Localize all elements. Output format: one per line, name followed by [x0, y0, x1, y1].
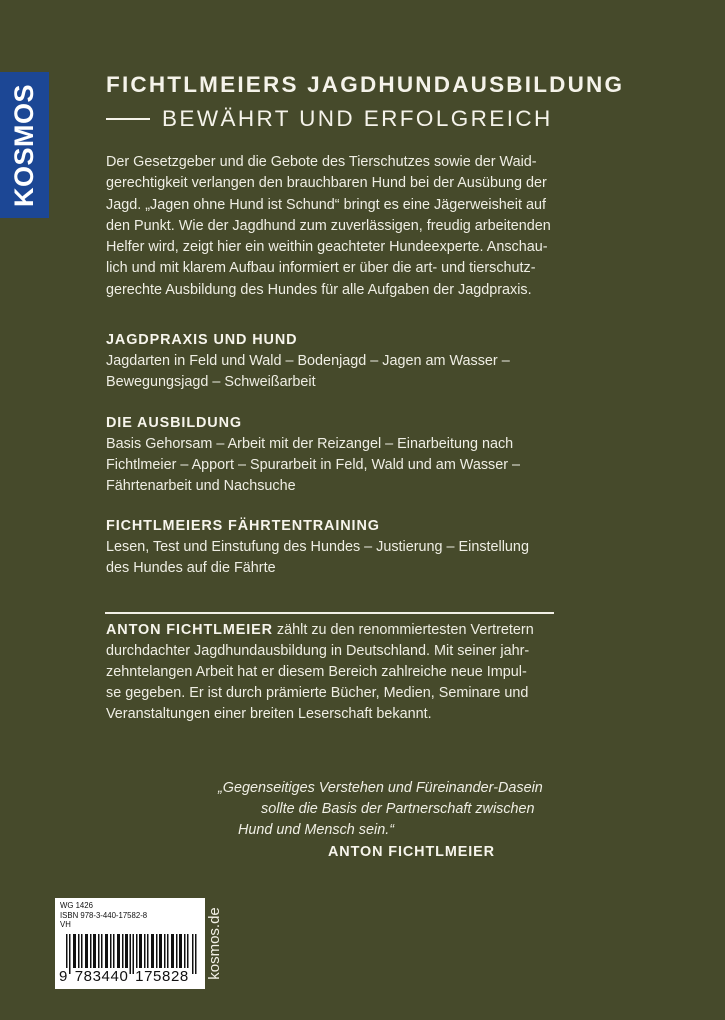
vh-code: VH [60, 920, 71, 930]
intro-line: gerechte Ausbildung des Hundes für alle Aufgaben der Jagdpraxis. [106, 281, 532, 298]
quote-line: Hund und Mensch sein.“ [238, 822, 394, 838]
section-line: Basis Gehorsam – Arbeit mit der Reizangel – Einarbeitung nach [106, 436, 514, 452]
book-title [106, 70, 626, 134]
author-bio-line [106, 620, 626, 641]
quote-attribution: ANTON FICHTLMEIER [328, 844, 495, 860]
quote-line: sollte die Basis der Partnerschaft zwischen [261, 801, 535, 817]
title-line-2: BEWÄHRT UND ERFOLGREICH [162, 106, 553, 131]
isbn-number: ISBN 978-3-440-17582-8 [60, 910, 148, 920]
section-heading: JAGDPRAXIS UND HUND [106, 332, 298, 348]
section-faehrtentraining [106, 516, 626, 579]
intro-line: Helfer wird, zeigt hier ein weithin geachteter Hundeexperte. Anschau- [106, 239, 548, 256]
section-line: Bewegungsjagd – Schweißarbeit [106, 374, 316, 390]
author-quote [215, 778, 565, 863]
section-heading: DIE AUSBILDUNG [106, 415, 242, 431]
section-line: Jagdarten in Feld und Wald – Bodenjagd – Jagen am Wasser – [106, 353, 510, 369]
section-jagdpraxis [106, 330, 626, 393]
author-bio-line: se gegeben. Er ist durch prämierte Bücher, Medien, Seminare und [106, 685, 529, 701]
author-bio-line: zehntelangen Arbeit hat er diesem Bereich zahlreiche neue Impul- [106, 664, 527, 680]
barcode-meta [60, 901, 147, 930]
section-ausbildung [106, 413, 626, 497]
isbn-barcode [55, 898, 205, 989]
divider-rule [105, 612, 554, 614]
wg-number: WG 1426 [60, 901, 93, 910]
intro-line: Der Gesetzgeber und die Gebote des Tierschutzes sowie der Waid- [106, 154, 537, 170]
title-line-2-row [106, 104, 626, 134]
website [206, 898, 222, 989]
intro-paragraph [106, 152, 626, 301]
publisher-logo-text: KOSMOS [9, 83, 40, 207]
section-line: Fährtenarbeit und Nachsuche [106, 478, 296, 494]
intro-line: lich und mit klarem Aufbau informiert er über die art- und tierschutz- [106, 260, 536, 277]
section-heading: FICHTLMEIERS FÄHRTENTRAINING [106, 518, 380, 534]
title-line-1: FICHTLMEIERS JAGDHUNDAUSBILDUNG [106, 72, 625, 97]
quote-line: „Gegenseitiges Verstehen und Füreinander-Dasein [218, 780, 543, 796]
barcode-digits-group-2: 175828 [135, 968, 189, 985]
dash-rule [106, 118, 150, 120]
section-line: des Hundes auf die Fährte [106, 560, 276, 576]
section-line: Lesen, Test und Einstufung des Hundes – Justierung – Einstellung [106, 539, 529, 555]
intro-line: den Punkt. Wie der Jagdhund zum zuverlässigen, freudig arbeitenden [106, 217, 551, 234]
publisher-logo-tab [0, 72, 49, 218]
author-bio [106, 620, 626, 725]
author-bio-line: durchdachter Jagdhundausbildung in Deutschland. Mit seiner jahr- [106, 643, 530, 659]
section-line: Fichtlmeier – Apport – Spurarbeit in Feld, Wald und am Wasser – [106, 457, 521, 473]
barcode-digit-first: 9 [59, 968, 68, 985]
author-bio-line: Veranstaltungen einer breiten Leserschaft bekannt. [106, 706, 432, 722]
website-text: kosmos.de [205, 907, 223, 980]
intro-line: Jagd. „Jagen ohne Hund ist Schund“ bringt es eine Jägerweisheit auf [106, 196, 546, 213]
barcode-digits [58, 969, 190, 985]
barcode-digits-group-1: 783440 [74, 968, 129, 985]
author-bio-first-line: zählt zu den renommiertesten Vertretern [272, 622, 534, 638]
author-name: ANTON FICHTLMEIER [106, 622, 273, 638]
intro-line: gerechtigkeit verlangen den brauchbaren Hund bei der Ausübung der [106, 175, 547, 192]
